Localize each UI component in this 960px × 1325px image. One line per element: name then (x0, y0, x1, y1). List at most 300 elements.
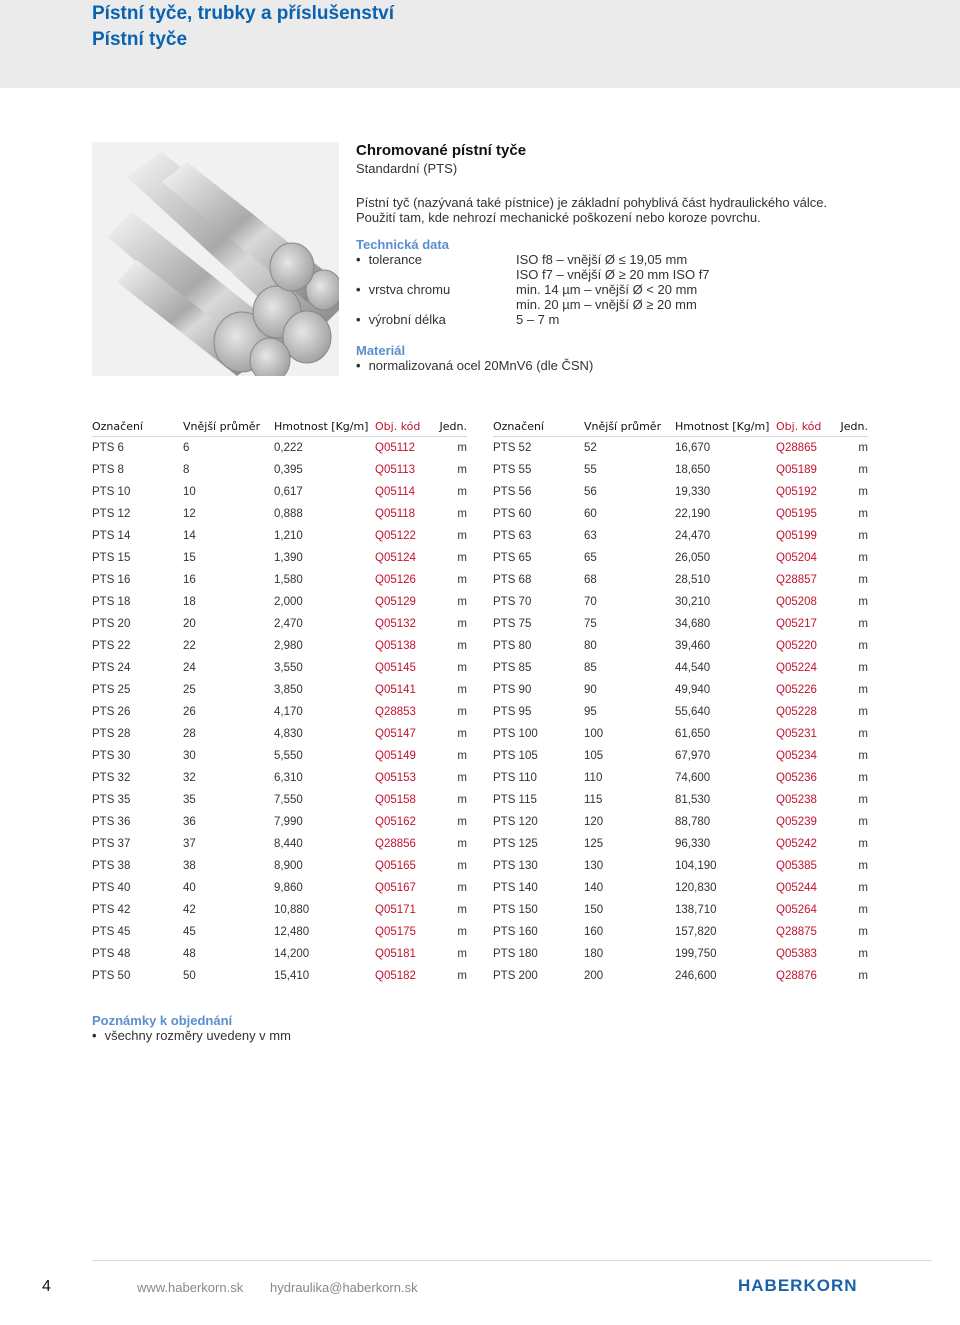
table-row (493, 811, 868, 833)
weight-cell: 16,670 (675, 442, 711, 454)
unit-cell: m (858, 838, 868, 850)
diameter-cell: 22 (183, 640, 196, 652)
weight-cell: 55,640 (675, 706, 711, 718)
tech-value: ISO f7 – vnější Ø ≥ 20 mm ISO f7 (516, 267, 710, 282)
weight-cell: 4,170 (274, 706, 303, 718)
diameter-cell: 105 (584, 750, 604, 762)
table-row (92, 701, 467, 723)
weight-cell: 12,480 (274, 926, 310, 938)
designation-cell: PTS 52 (493, 442, 532, 454)
table-row (493, 789, 868, 811)
weight-cell: 104,190 (675, 860, 717, 872)
designation-cell: PTS 22 (92, 640, 131, 652)
designation-cell: PTS 60 (493, 508, 532, 520)
diameter-cell: 70 (584, 596, 597, 608)
weight-cell: 81,530 (675, 794, 711, 806)
table-row (92, 613, 467, 635)
weight-cell: 14,200 (274, 948, 310, 960)
diameter-cell: 52 (584, 442, 597, 454)
table-row (493, 459, 868, 481)
designation-cell: PTS 32 (92, 772, 131, 784)
designation-cell: PTS 40 (92, 882, 131, 894)
column-header: Obj. kód (776, 420, 822, 433)
table-row (493, 569, 868, 591)
weight-cell: 1,580 (274, 574, 303, 586)
order-code-cell: Q05118 (375, 508, 416, 520)
designation-cell: PTS 14 (92, 530, 131, 542)
table-row (493, 723, 868, 745)
column-header: Vnější průměr (183, 420, 261, 433)
order-code-cell: Q05175 (375, 926, 416, 938)
diameter-cell: 150 (584, 904, 604, 916)
weight-cell: 3,550 (274, 662, 303, 674)
diameter-cell: 50 (183, 970, 196, 982)
table-row (493, 635, 868, 657)
designation-cell: PTS 90 (493, 684, 532, 696)
tech-row (356, 267, 916, 282)
unit-cell: m (457, 596, 467, 608)
unit-cell: m (858, 816, 868, 828)
order-code-cell: Q05122 (375, 530, 416, 542)
weight-cell: 2,470 (274, 618, 303, 630)
diameter-cell: 24 (183, 662, 196, 674)
weight-cell: 9,860 (274, 882, 303, 894)
designation-cell: PTS 95 (493, 706, 532, 718)
order-code-cell: Q28857 (776, 574, 817, 586)
table-row (493, 613, 868, 635)
diameter-cell: 20 (183, 618, 196, 630)
designation-cell: PTS 12 (92, 508, 131, 520)
order-code-cell: Q05147 (375, 728, 416, 740)
unit-cell: m (858, 970, 868, 982)
order-code-cell: Q05238 (776, 794, 817, 806)
unit-cell: m (858, 882, 868, 894)
table-row (92, 525, 467, 547)
weight-cell: 74,600 (675, 772, 711, 784)
diameter-cell: 115 (584, 794, 603, 806)
tech-row (356, 282, 916, 297)
order-code-cell: Q28865 (776, 442, 817, 454)
weight-cell: 34,680 (675, 618, 711, 630)
diameter-cell: 125 (584, 838, 604, 850)
diameter-cell: 80 (584, 640, 597, 652)
material-heading: Materiál (356, 343, 406, 358)
weight-cell: 49,940 (675, 684, 711, 696)
table-row (493, 921, 868, 943)
designation-cell: PTS 50 (92, 970, 131, 982)
website-link[interactable]: www.haberkorn.sk (137, 1280, 244, 1295)
unit-cell: m (858, 486, 868, 498)
order-code-cell: Q05204 (776, 552, 817, 564)
column-header: Jedn. (840, 420, 868, 433)
diameter-cell: 26 (183, 706, 196, 718)
tech-value: 5 – 7 m (516, 312, 560, 327)
weight-cell: 18,650 (675, 464, 711, 476)
designation-cell: PTS 125 (493, 838, 538, 850)
designation-cell: PTS 160 (493, 926, 538, 938)
email-link[interactable]: hydraulika@haberkorn.sk (270, 1280, 418, 1295)
table-row (493, 657, 868, 679)
description-line: Pístní tyč (nazývaná také pístnice) je základní pohyblivá část hydraulického válce. (356, 195, 828, 210)
designation-cell: PTS 68 (493, 574, 532, 586)
order-code-cell: Q05153 (375, 772, 416, 784)
designation-cell: PTS 37 (92, 838, 131, 850)
order-code-cell: Q05171 (375, 904, 416, 916)
table-row (493, 965, 868, 987)
diameter-cell: 55 (584, 464, 597, 476)
table-row (493, 767, 868, 789)
technical-data (356, 237, 916, 327)
unit-cell: m (858, 640, 868, 652)
weight-cell: 0,222 (274, 442, 303, 454)
designation-cell: PTS 10 (92, 486, 131, 498)
table-row (493, 525, 868, 547)
unit-cell: m (457, 838, 467, 850)
unit-cell: m (858, 530, 868, 542)
order-code-cell: Q05162 (375, 816, 416, 828)
unit-cell: m (858, 706, 868, 718)
designation-cell: PTS 35 (92, 794, 131, 806)
weight-cell: 39,460 (675, 640, 711, 652)
designation-cell: PTS 115 (493, 794, 537, 806)
table-row (92, 569, 467, 591)
column-header: Hmotnost [Kg/m] (675, 420, 770, 433)
unit-cell: m (457, 442, 467, 454)
weight-cell: 88,780 (675, 816, 711, 828)
unit-cell: m (457, 706, 467, 718)
order-code-cell: Q05195 (776, 508, 817, 520)
order-code-cell: Q05199 (776, 530, 817, 542)
unit-cell: m (457, 750, 467, 762)
order-code-cell: Q05149 (375, 750, 416, 762)
diameter-cell: 45 (183, 926, 196, 938)
designation-cell: PTS 200 (493, 970, 538, 982)
column-header: Jedn. (439, 420, 467, 433)
unit-cell: m (457, 552, 467, 564)
technical-data-heading: Technická data (356, 237, 449, 252)
tech-value: min. 20 µm – vnější Ø ≥ 20 mm (516, 297, 697, 312)
tech-value: min. 14 µm – vnější Ø < 20 mm (516, 282, 698, 297)
product-subtitle: Standardní (PTS) (356, 161, 458, 176)
table-row (493, 591, 868, 613)
weight-cell: 19,330 (675, 486, 711, 498)
order-code-cell: Q05129 (375, 596, 416, 608)
material-section (356, 343, 916, 373)
order-code-cell: Q05231 (776, 728, 817, 740)
designation-cell: PTS 80 (493, 640, 532, 652)
table-row (92, 657, 467, 679)
diameter-cell: 63 (584, 530, 597, 542)
unit-cell: m (858, 926, 868, 938)
table-row (92, 767, 467, 789)
diameter-cell: 15 (183, 552, 196, 564)
designation-cell: PTS 70 (493, 596, 532, 608)
weight-cell: 67,970 (675, 750, 711, 762)
column-header: Obj. kód (375, 420, 421, 433)
order-code-cell: Q05385 (776, 860, 817, 872)
weight-cell: 8,900 (274, 860, 303, 872)
diameter-cell: 180 (584, 948, 604, 960)
diameter-cell: 40 (183, 882, 196, 894)
unit-cell: m (858, 464, 868, 476)
diameter-cell: 75 (584, 618, 597, 630)
order-code-cell: Q05224 (776, 662, 817, 674)
table-row (493, 833, 868, 855)
designation-cell: PTS 120 (493, 816, 538, 828)
table-row (92, 899, 467, 921)
weight-cell: 28,510 (675, 574, 711, 586)
weight-cell: 2,000 (274, 596, 303, 608)
unit-cell: m (858, 618, 868, 630)
product-title: Chromované pístní tyče (356, 142, 527, 159)
material-item: • normalizovaná ocel 20MnV6 (dle ČSN) (356, 358, 916, 373)
order-note-item: • všechny rozměry uvedeny v mm (92, 1028, 291, 1043)
table-row (92, 855, 467, 877)
table-row (493, 855, 868, 877)
designation-cell: PTS 55 (493, 464, 532, 476)
diameter-cell: 90 (584, 684, 597, 696)
order-code-cell: Q28875 (776, 926, 817, 938)
header-bar (0, 0, 960, 88)
unit-cell: m (457, 684, 467, 696)
table-row (92, 481, 467, 503)
unit-cell: m (457, 772, 467, 784)
haberkorn-logo: HABERKORN (738, 1276, 858, 1295)
weight-cell: 4,830 (274, 728, 303, 740)
diameter-cell: 95 (584, 706, 597, 718)
product-description (356, 195, 916, 225)
product-image (92, 142, 339, 376)
weight-cell: 61,650 (675, 728, 711, 740)
designation-cell: PTS 25 (92, 684, 131, 696)
unit-cell: m (457, 860, 467, 872)
unit-cell: m (858, 442, 868, 454)
section-title: Pístní tyče, trubky a příslušenství (92, 3, 394, 24)
designation-cell: PTS 30 (92, 750, 131, 762)
unit-cell: m (457, 464, 467, 476)
designation-cell: PTS 20 (92, 618, 131, 630)
weight-cell: 2,980 (274, 640, 303, 652)
order-notes-heading: Poznámky k objednání (92, 1013, 233, 1028)
weight-cell: 199,750 (675, 948, 717, 960)
diameter-cell: 60 (584, 508, 597, 520)
table-row (493, 503, 868, 525)
table-row (493, 745, 868, 767)
diameter-cell: 18 (183, 596, 196, 608)
designation-cell: PTS 140 (493, 882, 538, 894)
designation-cell: PTS 105 (493, 750, 538, 762)
designation-cell: PTS 100 (493, 728, 538, 740)
order-code-cell: Q05220 (776, 640, 817, 652)
column-header: Označení (493, 420, 544, 433)
table-row (92, 503, 467, 525)
table-row (92, 965, 467, 987)
table-row (92, 547, 467, 569)
designation-cell: PTS 56 (493, 486, 532, 498)
table-header (92, 420, 467, 437)
page-number: 4 (42, 1278, 51, 1295)
designation-cell: PTS 16 (92, 574, 131, 586)
table-row (493, 437, 868, 459)
diameter-cell: 42 (183, 904, 196, 916)
table-row (92, 459, 467, 481)
tech-row (356, 312, 916, 327)
unit-cell: m (858, 948, 868, 960)
order-code-cell: Q05132 (375, 618, 416, 630)
table-row (92, 921, 467, 943)
unit-cell: m (858, 728, 868, 740)
weight-cell: 26,050 (675, 552, 711, 564)
weight-cell: 22,190 (675, 508, 711, 520)
weight-cell: 138,710 (675, 904, 717, 916)
weight-cell: 96,330 (675, 838, 711, 850)
order-code-cell: Q05181 (375, 948, 416, 960)
weight-cell: 1,210 (274, 530, 303, 542)
unit-cell: m (858, 552, 868, 564)
unit-cell: m (858, 772, 868, 784)
unit-cell: m (457, 794, 467, 806)
order-code-cell: Q05182 (375, 970, 416, 982)
order-code-cell: Q05264 (776, 904, 817, 916)
table-row (92, 789, 467, 811)
table-row (92, 437, 467, 459)
unit-cell: m (457, 662, 467, 674)
diameter-cell: 140 (584, 882, 604, 894)
diameter-cell: 130 (584, 860, 604, 872)
table-row (493, 701, 868, 723)
weight-cell: 7,550 (274, 794, 303, 806)
diameter-cell: 16 (183, 574, 196, 586)
unit-cell: m (457, 904, 467, 916)
designation-cell: PTS 18 (92, 596, 131, 608)
order-code-cell: Q28853 (375, 706, 416, 718)
designation-cell: PTS 48 (92, 948, 131, 960)
designation-cell: PTS 24 (92, 662, 131, 674)
diameter-cell: 56 (584, 486, 597, 498)
diameter-cell: 36 (183, 816, 196, 828)
order-code-cell: Q05112 (375, 442, 416, 454)
order-code-cell: Q05192 (776, 486, 817, 498)
weight-cell: 3,850 (274, 684, 303, 696)
designation-cell: PTS 6 (92, 442, 124, 454)
unit-cell: m (858, 750, 868, 762)
unit-cell: m (457, 486, 467, 498)
unit-cell: m (457, 728, 467, 740)
designation-cell: PTS 15 (92, 552, 131, 564)
weight-cell: 15,410 (274, 970, 310, 982)
description-line: Použití tam, kde nehrozí mechanické poškození nebo koroze povrchu. (356, 210, 761, 225)
product-table-right (493, 420, 868, 987)
order-code-cell: Q05383 (776, 948, 817, 960)
tech-value: ISO f8 – vnější Ø ≤ 19,05 mm (516, 252, 688, 267)
order-code-cell: Q05236 (776, 772, 817, 784)
diameter-cell: 25 (183, 684, 196, 696)
table-row (493, 877, 868, 899)
table-row (92, 635, 467, 657)
weight-cell: 44,540 (675, 662, 711, 674)
diameter-cell: 30 (183, 750, 196, 762)
table-row (92, 833, 467, 855)
page-title: Pístní tyče (92, 29, 188, 50)
tech-row (356, 252, 916, 267)
table-row (493, 547, 868, 569)
tech-label: • výrobní délka (356, 312, 446, 327)
table-row (92, 591, 467, 613)
unit-cell: m (858, 794, 868, 806)
designation-cell: PTS 75 (493, 618, 532, 630)
diameter-cell: 37 (183, 838, 196, 850)
order-code-cell: Q05126 (375, 574, 416, 586)
table-row (493, 481, 868, 503)
table-header (493, 420, 868, 437)
tech-row (356, 297, 916, 312)
order-code-cell: Q05234 (776, 750, 817, 762)
order-code-cell: Q05113 (375, 464, 416, 476)
table-row (92, 877, 467, 899)
order-code-cell: Q05239 (776, 816, 817, 828)
footer-divider (92, 1260, 932, 1261)
column-header: Hmotnost [Kg/m] (274, 420, 369, 433)
diameter-cell: 14 (183, 530, 196, 542)
unit-cell: m (457, 640, 467, 652)
order-code-cell: Q05145 (375, 662, 416, 674)
unit-cell: m (858, 684, 868, 696)
diameter-cell: 160 (584, 926, 604, 938)
weight-cell: 30,210 (675, 596, 711, 608)
weight-cell: 24,470 (675, 530, 711, 542)
diameter-cell: 68 (584, 574, 597, 586)
order-code-cell: Q05228 (776, 706, 817, 718)
weight-cell: 5,550 (274, 750, 303, 762)
order-code-cell: Q28876 (776, 970, 817, 982)
table-row (493, 943, 868, 965)
weight-cell: 1,390 (274, 552, 303, 564)
unit-cell: m (457, 618, 467, 630)
weight-cell: 0,617 (274, 486, 303, 498)
designation-cell: PTS 26 (92, 706, 131, 718)
order-code-cell: Q05124 (375, 552, 416, 564)
weight-cell: 246,600 (675, 970, 717, 982)
diameter-cell: 10 (183, 486, 196, 498)
order-notes (92, 1013, 291, 1043)
diameter-cell: 120 (584, 816, 604, 828)
weight-cell: 0,888 (274, 508, 303, 520)
designation-cell: PTS 150 (493, 904, 538, 916)
designation-cell: PTS 8 (92, 464, 124, 476)
diameter-cell: 8 (183, 464, 190, 476)
table-row (92, 723, 467, 745)
weight-cell: 7,990 (274, 816, 303, 828)
unit-cell: m (457, 816, 467, 828)
order-code-cell: Q05167 (375, 882, 416, 894)
diameter-cell: 28 (183, 728, 196, 740)
order-code-cell: Q05226 (776, 684, 817, 696)
unit-cell: m (858, 860, 868, 872)
column-header: Označení (92, 420, 143, 433)
designation-cell: PTS 130 (493, 860, 538, 872)
unit-cell: m (858, 574, 868, 586)
product-info (356, 142, 916, 373)
tech-label: • tolerance (356, 252, 422, 267)
order-code-cell: Q05208 (776, 596, 817, 608)
order-code-cell: Q28856 (375, 838, 416, 850)
diameter-cell: 48 (183, 948, 196, 960)
weight-cell: 120,830 (675, 882, 717, 894)
weight-cell: 8,440 (274, 838, 303, 850)
weight-cell: 157,820 (675, 926, 717, 938)
unit-cell: m (457, 882, 467, 894)
diameter-cell: 110 (584, 772, 603, 784)
